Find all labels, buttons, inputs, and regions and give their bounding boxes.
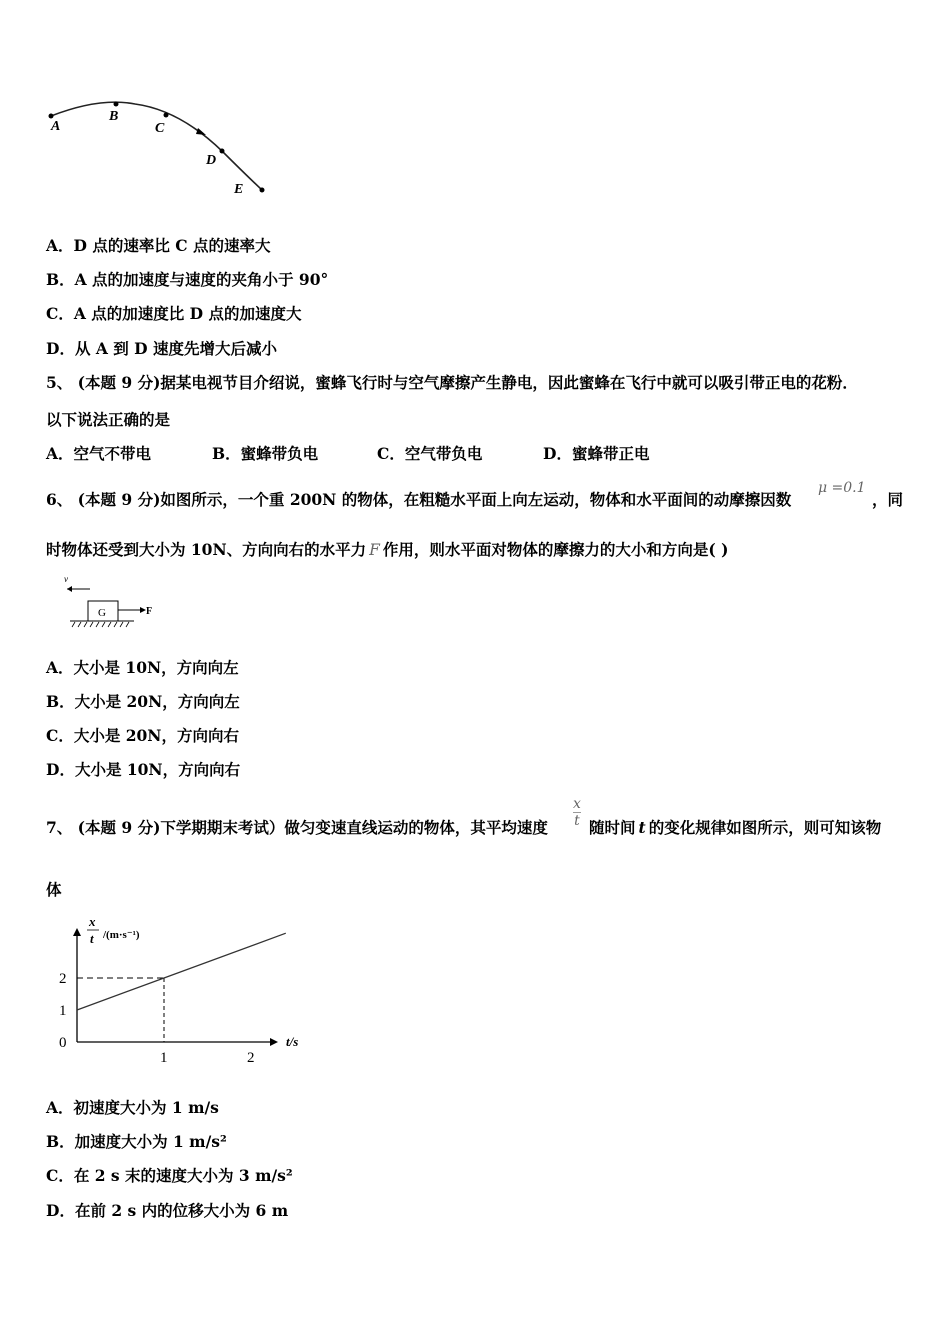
q5-option-d: D．蜜蜂带正电 bbox=[543, 444, 650, 463]
force-label: F bbox=[146, 606, 153, 617]
q4-option-a: A．D 点的速率比 C 点的速率大 bbox=[46, 236, 271, 255]
x-tick-label-1: 1 bbox=[160, 1050, 168, 1066]
label-d: D bbox=[206, 153, 217, 168]
point-c bbox=[164, 113, 169, 118]
y-label-unit: /(m·s⁻¹) bbox=[103, 929, 140, 941]
q6-stem-line2-b: 作用，则水平面对物体的摩擦力的大小和方向是( ) bbox=[382, 540, 729, 559]
q4-option-d: D．从 A 到 D 速度先增大后减小 bbox=[46, 339, 277, 358]
q7-frac-den: t bbox=[574, 813, 580, 829]
point-b bbox=[114, 102, 119, 107]
y-tick-label-1: 1 bbox=[59, 1003, 67, 1019]
q6-stem-line1 bbox=[46, 490, 791, 510]
q7-option-d: D．在前 2 s 内的位移大小为 6 m bbox=[46, 1201, 289, 1220]
point-d bbox=[220, 149, 225, 154]
x-tick-label-2: 2 bbox=[247, 1050, 255, 1066]
x-axis-arrowhead-icon bbox=[270, 1038, 278, 1046]
q7-stem-t: t bbox=[638, 818, 646, 837]
velocity-time-chart bbox=[50, 912, 320, 1072]
q6-option-b: B．大小是 20N，方向向左 bbox=[46, 692, 240, 711]
q7-option-b: B．加速度大小为 1 m/s² bbox=[46, 1132, 227, 1151]
q5-option-b: B．蜜蜂带负电 bbox=[212, 444, 319, 463]
x-label: t/s bbox=[286, 1034, 299, 1049]
y-tick-label-2: 2 bbox=[59, 971, 67, 987]
q6-mu: μ =0.1 bbox=[818, 480, 866, 496]
q7-option-a: A．初速度大小为 1 m/s bbox=[46, 1098, 219, 1117]
point-a bbox=[49, 114, 54, 119]
direction-arrow-icon bbox=[196, 128, 206, 135]
q7-stem-line1 bbox=[46, 818, 548, 838]
q6-stem-line2 bbox=[46, 540, 728, 560]
q7-stem-rest bbox=[589, 818, 881, 838]
series-line bbox=[77, 933, 286, 1010]
q7-frac-num: x bbox=[573, 796, 581, 812]
q6-stem-part-b: ，同 bbox=[872, 490, 904, 509]
q7-stem-c: 的变化规律如图所示，则可知该物 bbox=[648, 818, 882, 837]
velocity-arrowhead-icon bbox=[67, 586, 72, 592]
y-axis-arrowhead-icon bbox=[73, 928, 81, 936]
y-tick-label-0: 0 bbox=[59, 1035, 67, 1051]
q7-stem-b: 随时间 bbox=[589, 818, 636, 837]
label-c: C bbox=[155, 121, 165, 136]
trajectory-figure bbox=[40, 92, 280, 202]
q5-stem-line2: 以下说法正确的是 bbox=[46, 410, 171, 429]
q5-option-c: C．空气带负电 bbox=[377, 444, 483, 463]
q6-option-c: C．大小是 20N，方向向右 bbox=[46, 726, 239, 745]
q7-fraction bbox=[571, 796, 583, 829]
point-e bbox=[260, 188, 265, 193]
label-b: B bbox=[109, 109, 119, 124]
velocity-label: v bbox=[64, 574, 68, 584]
y-label-den: t bbox=[90, 931, 94, 946]
q6-option-a: A．大小是 10N，方向向左 bbox=[46, 658, 239, 677]
q4-option-c: C．A 点的加速度比 D 点的加速度大 bbox=[46, 304, 302, 323]
q7-option-c: C．在 2 s 末的速度大小为 3 m/s² bbox=[46, 1166, 293, 1185]
block-label: G bbox=[98, 607, 106, 619]
label-e: E bbox=[234, 182, 244, 197]
ground-hatch bbox=[72, 622, 129, 627]
label-a: A bbox=[51, 119, 61, 134]
trajectory-curve bbox=[51, 102, 262, 190]
q4-option-b: B．A 点的加速度与速度的夹角小于 90° bbox=[46, 270, 329, 289]
q6-option-d: D．大小是 10N，方向向右 bbox=[46, 760, 241, 779]
q7-stem-line2: 体 bbox=[46, 880, 62, 899]
block-figure bbox=[62, 574, 162, 630]
q5-stem-line1: 5、 (本题 9 分)据某电视节目介绍说，蜜蜂飞行时与空气摩擦产生静电，因此蜜蜂在飞行中就可以吸引带正电的花粉． bbox=[46, 373, 858, 392]
q7-stem-a: 7、 (本题 9 分)下学期期末考试）做匀变速直线运动的物体，其平均速度 bbox=[46, 818, 548, 837]
q6-force-symbol: F bbox=[369, 541, 380, 559]
q6-stem-part-a: 6、 (本题 9 分)如图所示，一个重 200N 的物体，在粗糙水平面上向左运动，物体和水平面间的动摩擦因数 bbox=[46, 490, 792, 509]
q5-option-a: A．空气不带电 bbox=[46, 444, 152, 463]
y-label-num: x bbox=[89, 914, 96, 929]
q6-stem-line2-a: 时物体还受到大小为 10N、方向向右的水平力 bbox=[46, 540, 367, 559]
